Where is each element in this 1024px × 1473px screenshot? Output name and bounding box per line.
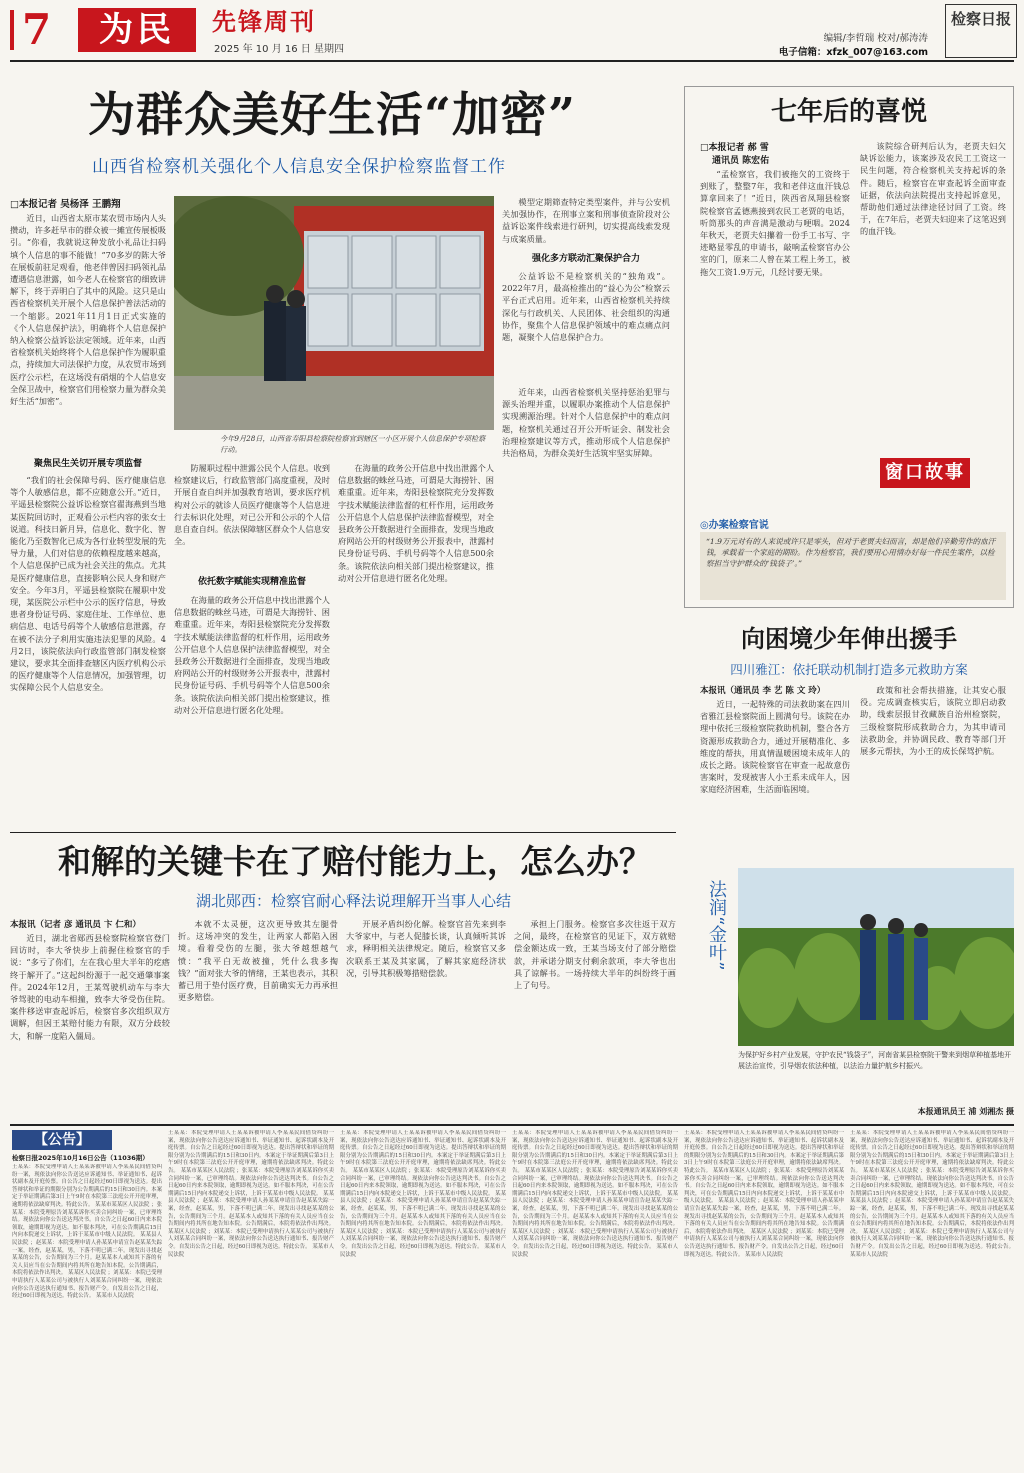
article1-photo-caption: 今年9月28日，山西省寿阳县检察院检察官到辖区一小区开展个人信息保护专项检察行动。 [220,434,486,454]
notice-col-1-text: 王某某：本院受理申请人王某某诉被申请人李某某民间借贷纠纷一案，现依法向你公告送达应诉通知书、举证通知书、起诉状副本及开庭传票。自公告之日起经过60日即视为送达。提出答辩状和举证的期限分别为公告期满后的15日和30日内。本案定于举证期满后第3日上午9时在本院第三法庭公开开庭审理，逾期将依法缺席判决。特此公告。 某某市某某区人民法院 ；张某某：本院受理原告刘某某诉你买卖合同纠纷一案，已审理终结。现依法向你公告送达判决书。自公告之日起60日内来本院领取，逾期即视为送达。如不服本判决，可在公告期满后15日内向本院递交上诉状，上诉于某某市中级人民法院。 某某县人民法院 ；赵某某：本院受理申请人孙某某申请宣告赵某某失踪一案，经查，赵某某，男，下落不明已满二年。现发出寻找赵某某的公告，公告期间为三个月。赵某某本人或知其下落的有关人员应当在公告期间内将其所在地告知本院。公告期满后，本院将依法作出判决。 某某区人民法院 ；刘某某：本院已受理申请执行人某某公司与被执行人刘某某合同纠纷一案，现依法向你公告送达执行通知书、报告财产令。自发出公告之日起，经过60日即视为送达。特此公告。 某某市人民法院 [12,1164,162,1300]
sidebar2-col2 [860,684,1006,862]
article2-subtitle: 湖北郧西：检察官耐心释法说理解开当事人心结 [196,892,512,910]
article1-photo [174,196,494,430]
page-number-rule [10,10,14,50]
article2-title: 和解的关键卡在了赔付能力上，怎么办？ [58,842,652,881]
article1-heading1: 聚焦民生关切开展专项监督 [33,459,142,469]
article1-col1b-text: “我们的社会保障号码、医疗健康信息等个人敏感信息，都不应随意公开。”近日，平遥县检察院公益诉讼检察官翟海燕到当地某医院回访时，正观看公示栏内容的张女士说道。科技日新月异，信息化、数字化、智能化乃至数智化已成为各行业转型发展的先导力量，人们对信息的依赖程度越来越高，个人信息保护已成为社会关注的焦点。尤其是医疗健康信息，直接影响公民人身和财产安全。今年3月，平遥县检察院在履职中发现，某医院公示栏中公示的医疗信息，导致患者身份证号码、家庭住址、工作单位、患病信息、电话号码等个人敏感信息泄露，存在被不法分子利用实施违法犯罪的风险。4月2日，该院依法向行政监管部门制发检察建议，要求其全面排查辖区内医疗机构公示的医疗健康等个人信息情况，加强管理，切实保障公民个人信息安全。 [10,475,166,693]
column-name: 先锋周刊 [212,7,316,36]
article1-heading3: 强化多方联动汇聚保护合力 [531,254,640,264]
article1-heading2: 依托数字赋能实现精准监督 [197,577,306,587]
sidebar1-title: 七年后的喜悦 [770,97,927,127]
sidebar2-photo-credit: 本报通讯员王 浦 刘湘杰 摄 [917,1107,1014,1116]
notice-col-2 [168,1130,334,1464]
sidebar2-col1-text: 近日，一起特殊的司法救助案在四川省雅江县检察院面上圆满句号。该院在办理中依托三级检察院救助机制，整合各方资源形成救助合力，通过开展精准化、多维度的帮扶，用真情温暖困境未成年人的成长之路。该院检察官在审查一起故意伤害案时，发现被害人小王系未成年人，因家庭经济困难，生活面临困境。 [700,699,850,795]
editors: 编辑/李哲瑞 校对/郝涛涛 [823,33,928,44]
article1-byline: □本报记者 吴杨泽 王鹏翔 [10,199,121,210]
article1-col4b-text: 近年来，山西省检察机关坚持惩治犯罪与源头治理并重，以履职办案推动个人信息保护实现溯源治理。针对个人信息保护中的难点问题，检察机关通过召开公开听证会、制发社会治理检察建议等方式，推动形成个人信息保护共治格局，为群众美好生活筑牢坚实屏障。 [502,387,670,459]
article2-col1 [10,932,170,1122]
notice-col-3-text: 王某某：本院受理申请人王某某诉被申请人李某某民间借贷纠纷一案，现依法向你公告送达应诉通知书、举证通知书、起诉状副本及开庭传票。自公告之日起经过60日即视为送达。提出答辩状和举证的期限分别为公告期满后的15日和30日内。本案定于举证期满后第3日上午9时在本院第三法庭公开开庭审理，逾期将依法缺席判决。特此公告。 某某市某某区人民法院 ；张某某：本院受理原告刘某某诉你买卖合同纠纷一案，已审理终结。现依法向你公告送达判决书。自公告之日起60日内来本院领取，逾期即视为送达。如不服本判决，可在公告期满后15日内向本院递交上诉状，上诉于某某市中级人民法院。 某某县人民法院 ；赵某某：本院受理申请人孙某某申请宣告赵某某失踪一案，经查，赵某某，男，下落不明已满二年。现发出寻找赵某某的公告，公告期间为三个月。赵某某本人或知其下落的有关人员应当在公告期间内将其所在地告知本院。公告期满后，本院将依法作出判决。 某某区人民法院 ；刘某某：本院已受理申请执行人某某公司与被执行人刘某某合同纠纷一案，现依法向你公告送达执行通知书、报告财产令。自发出公告之日起，经过60日即视为送达。特此公告。 某某市人民法院 [340,1130,506,1258]
article1-col4 [502,270,670,380]
article1-col2b [174,594,330,826]
article1-col4-top-text: 模型定期筛查特定类型案件，并与公安机关加强协作，在刑事立案和刑事侦查阶段对公益诉讼案件线索进行研判，切实提高线索发现与成案质量。 [502,197,670,244]
notice-label-text: 公告 [48,1132,76,1148]
article1-col2 [174,462,330,568]
notice-col-2-text: 王某某：本院受理申请人王某某诉被申请人李某某民间借贷纠纷一案，现依法向你公告送达应诉通知书、举证通知书、起诉状副本及开庭传票。自公告之日起经过60日即视为送达。提出答辩状和举证的期限分别为公告期满后的15日和30日内。本案定于举证期满后第3日上午9时在本院第三法庭公开开庭审理，逾期将依法缺席判决。特此公告。 某某市某某区人民法院 ；张某某：本院受理原告刘某某诉你买卖合同纠纷一案，已审理终结。现依法向你公告送达判决书。自公告之日起60日内来本院领取，逾期即视为送达。如不服本判决，可在公告期满后15日内向本院递交上诉状，上诉于某某市中级人民法院。 某某县人民法院 ；赵某某：本院受理申请人孙某某申请宣告赵某某失踪一案，经查，赵某某，男，下落不明已满二年。现发出寻找赵某某的公告，公告期间为三个月。赵某某本人或知其下落的有关人员应当在公告期间内将其所在地告知本院。公告期满后，本院将依法作出判决。 某某区人民法院 ；刘某某：本院已受理申请执行人某某公司与被执行人刘某某合同纠纷一案，现依法向你公告送达执行通知书、报告财产令。自发出公告之日起，经过60日即视为送达。特此公告。 某某市人民法院 [168,1130,334,1258]
article2-col3 [346,918,506,1122]
article2-col2-text: 本就不太灵便，这次更导致其左腿骨折。这场冲突的发生，让两家人都陷入困境。看着受伤的左腿，张大爷越想越气愤：“我平白无故被撞，凭什么我多掏钱？”面对张大爷的情绪，王某也表示，其积蓄已用于垫付医疗费，目前确实无力再承担更多赔偿。 [178,919,338,1003]
article1-subtitle: 山西省检察机关强化个人信息安全保护检察监督工作 [92,157,506,177]
sidebar1-col2-text: 该院综合研判后认为，老贾夫妇欠缺诉讼能力，该案涉及农民工工资这一民生问题，符合检察机关支持起诉的条件。随后，检察官在审查起诉全面审查证据，依法向法院提出支持起诉意见，帮助他们通过法律途径讨回了工资。终于，在7年后，老贾夫妇迎来了这笔迟到的血汗钱。 [860,141,1006,237]
sidebar1-byline-correspondent: 通讯员 陈宏佑 [712,156,770,166]
article1-col3-text: 在海量的政务公开信息中找出泄露个人信息数据的蛛丝马迹，可谓是大海捞针、困难重重。近年来，寿阳县检察院充分发挥数字技术赋能法律监督的杠杆作用，运用政务公开信息个人信息保护法律监督模型，对全县政务公开数据进行全面排查，发现当地政府网站公开的村级财务公开报表中，泄露村民身份证号码、手机号码等个人信息500余条。该院依法向相关部门提出检察建议，推动对公开信息进行匿名化处理。 [338,463,494,583]
page-number: 7 [22,5,52,54]
article1-col2b-text: 在海量的政务公开信息中找出泄露个人信息数据的蛛丝马迹，可谓是大海捞针、困难重重。近年来，寿阳县检察院充分发挥数字技术赋能法律监督的杠杆作用，运用政务公开信息个人信息保护法律监督模型，对全县政务公开数据进行全面排查，发现当地政府网站公开的村级财务公开报表中，泄露村民身份证号码、手机号码等个人信息500余条。该院依法向相关部门提出检察建议，推动对公开信息进行匿名化处理。 [174,595,330,715]
notice-col-4-text: 王某某：本院受理申请人王某某诉被申请人李某某民间借贷纠纷一案，现依法向你公告送达应诉通知书、举证通知书、起诉状副本及开庭传票。自公告之日起经过60日即视为送达。提出答辩状和举证的期限分别为公告期满后的15日和30日内。本案定于举证期满后第3日上午9时在本院第三法庭公开开庭审理，逾期将依法缺席判决。特此公告。 某某市某某区人民法院 ；张某某：本院受理原告刘某某诉你买卖合同纠纷一案，已审理终结。现依法向你公告送达判决书。自公告之日起60日内来本院领取，逾期即视为送达。如不服本判决，可在公告期满后15日内向本院递交上诉状，上诉于某某市中级人民法院。 某某县人民法院 ；赵某某：本院受理申请人孙某某申请宣告赵某某失踪一案，经查，赵某某，男，下落不明已满二年。现发出寻找赵某某的公告，公告期间为三个月。赵某某本人或知其下落的有关人员应当在公告期间内将其所在地告知本院。公告期满后，本院将依法作出判决。 某某区人民法院 ；刘某某：本院已受理申请执行人某某公司与被执行人刘某某合同纠纷一案，现依法向你公告送达执行通知书、报告财产令。自发出公告之日起，经过60日即视为送达。特此公告。 某某市人民法院 [512,1130,678,1258]
notice-col-5-text: 王某某：本院受理申请人王某某诉被申请人李某某民间借贷纠纷一案，现依法向你公告送达应诉通知书、举证通知书、起诉状副本及开庭传票。自公告之日起经过60日即视为送达。提出答辩状和举证的期限分别为公告期满后的15日和30日内。本案定于举证期满后第3日上午9时在本院第三法庭公开开庭审理，逾期将依法缺席判决。特此公告。 某某市某某区人民法院 ；张某某：本院受理原告刘某某诉你买卖合同纠纷一案，已审理终结。现依法向你公告送达判决书。自公告之日起60日内来本院领取，逾期即视为送达。如不服本判决，可在公告期满后15日内向本院递交上诉状，上诉于某某市中级人民法院。 某某县人民法院 ；赵某某：本院受理申请人孙某某申请宣告赵某某失踪一案，经查，赵某某，男，下落不明已满二年。现发出寻找赵某某的公告，公告期间为三个月。赵某某本人或知其下落的有关人员应当在公告期间内将其所在地告知本院。公告期满后，本院将依法作出判决。 某某区人民法院 ；刘某某：本院已受理申请执行人某某公司与被执行人刘某某合同纠纷一案，现依法向你公告送达执行通知书、报告财产令。自发出公告之日起，经过60日即视为送达。特此公告。 某某市人民法院 [684,1130,844,1258]
column-logo: 窗口故事 [880,458,970,488]
notice-col-4 [512,1130,678,1464]
notice-issue-line: 检察日报2025年10月16日公告（11036期） [12,1154,149,1162]
article1-col4b [502,386,670,826]
sidebar2-photo [738,868,1014,1046]
article1-col4-text: 公益诉讼不是检察机关的“独角戏”。2022年7月，最高检推出的“益心为公”检察云平台正式启用。近年来，山西省检察机关持续深化与行政机关、人民团体、社会组织的沟通协作，聚焦个人信息保护领域中的难点痛点问题，凝聚个人信息保护合力。 [502,271,670,343]
article1-bottom-rule [10,832,676,833]
article1-col1 [10,212,166,450]
article2-col3-text: 开展矛盾纠纷化解。检察官首先来到李大爷家中，与老人促膝长谈，认真倾听其诉求，释明相关法律规定。随后，检察官又多次联系王某及其家属，了解其家庭经济状况，引导其积极筹措赔偿款。 [346,919,506,978]
sidebar2-subtitle: 四川雅江：依托联动机制打造多元救助方案 [730,662,968,677]
notice-label: 【公告】 [12,1130,112,1150]
issue-date: 2025 年 10 月 16 日 星期四 [214,44,344,55]
sidebar2-photo-caption: 为保护好乡村产业发展，守护农民“钱袋子”，河南省某县检察院干警来到烟草种植基地开展法治宣传，引导烟农依法种植，以法治力量护航乡村振兴。 [738,1051,1012,1070]
notice-top-rule [10,1124,1014,1126]
sidebar1-byline-reporter: □本报记者 郝 雪 [700,143,769,153]
opinion-label: ◎办案检察官说 [700,520,769,531]
article2-col4 [514,918,676,1122]
sidebar2-col1 [700,698,850,862]
article1-col1-text: 近日，山西省太原市某农贸市场内人头攒动，许多赶早市的群众被一摊宣传展板吸引。“你看，我就说这种发放小礼品让扫码填个人信息的事不能做！”70多岁的陈大爷在展板前驻足观看，他老伴曾因扫码领礼品遭遇信息泄露，如今老人在检察官的细致讲解下，终于弄明白了其中的风险。这只是山西省检察机关开展个人信息保护普法活动的一个缩影。2021年11月1日正式实施的《个人信息保护法》，明确将个人信息保护纳入检察公益诉讼法定领域。近年来，山西省检察机关始终将个人信息保护作为履职重点，持续加大司法保护力度，从农贸市场到医疗公示栏，在这场没有硝烟的个人信息安全保卫战中，检察官们用检察力量为群众美好生活“加密”。 [10,213,166,407]
sidebar1-col1 [700,168,850,508]
opinion-box [700,532,1006,600]
article1-col4-top [502,196,670,246]
sidebar2-photo-label: 法润“金叶” [706,880,727,971]
article1-title: 为群众美好生活“加密” [88,88,577,143]
article2-byline: 本报讯（记者 彦 通讯员 卞 仁和） [10,920,141,930]
section-name: 为民 [78,8,196,52]
notice-col-3 [340,1130,506,1464]
sidebar1-col1-text: “孟检察官，我们被拖欠的工资终于到账了，整整7年，我和老伴这血汗钱总算拿回来了！”近日，陕西省凤翔县检察院检察官孟德燕接到农民工老贾的电话，听筒那头的声音满是激动与哽咽。2024年秋天，老贾夫妇攥着一份手工书写、字迹略显零乱的申请书，敲响孟检察官办公室的门，原来二人曾在某工程上务工，被拖欠工资1.9万元，几经讨要无果。 [700,169,850,277]
noticeboard-scene [174,196,494,430]
opinion-text: “1.9万元对有的人来说或许只是零头，但对于老贾夫妇而言，却是他们辛勤劳作的血汗钱，承载着一个家庭的期盼。作为检察官，我们要用心用情办好每一件民生案件，以检察担当守护群众的‘钱袋子’。” [706,537,996,568]
header-rule [10,60,1014,62]
page-header [0,0,1024,64]
article2-col2 [178,918,338,1122]
notice-col-6 [850,1130,1014,1464]
sidebar2-byline: 本报讯（通讯员 李 艺 陈 文 玲） [700,686,826,696]
sidebar2-title: 向困境少年伸出援手 [741,624,957,653]
article2-col1-text: 近日，湖北省郧西县检察院检察官登门回访时，李大爷快步上前握住检察官的手说：“多亏了你们，左在我心里大半年的疙瘩终于解开了。”这起纠纷源于一起交通肇事案件。2024年12月，王某驾驶机动车与李大爷驾驶的电动车相撞，致李大爷受伤住院。案件移送审查起诉后，检察官多次组织双方调解，但因王某赔付能力有限，双方分歧较大，和解一度陷入僵局。 [10,933,170,1041]
sidebar2-col2-text: 政策和社会帮扶措施，让其安心服役。完成调查核实后，该院立即启动救助，线索层报甘孜藏族自治州检察院，三级检察院形成救助合力，为其申请司法救助金，并协调民政、教育等部门开展多元帮扶，为小王的成长保驾护航。 [860,685,1006,757]
newspaper-logo: 检察日报 [945,4,1017,58]
notice-col-1 [12,1164,162,1464]
article2-col4-text: 承担上门服务。检察官多次往返于双方之间，最终，在检察官的见证下，双方就赔偿金额达成一致，王某当场支付了部分赔偿款，并承诺分期支付剩余款项，李大爷也出具了谅解书。一场持续大半年的纠纷终于画上了句号。 [514,919,676,991]
article1-col1b [10,474,166,826]
notice-col-5 [684,1130,844,1464]
notice-col-6-text: 王某某：本院受理申请人王某某诉被申请人李某某民间借贷纠纷一案，现依法向你公告送达应诉通知书、举证通知书、起诉状副本及开庭传票。自公告之日起经过60日即视为送达。提出答辩状和举证的期限分别为公告期满后的15日和30日内。本案定于举证期满后第3日上午9时在本院第三法庭公开开庭审理，逾期将依法缺席判决。特此公告。 某某市某某区人民法院 ；张某某：本院受理原告刘某某诉你买卖合同纠纷一案，已审理终结。现依法向你公告送达判决书。自公告之日起60日内来本院领取，逾期即视为送达。如不服本判决，可在公告期满后15日内向本院递交上诉状，上诉于某某市中级人民法院。 某某县人民法院 ；赵某某：本院受理申请人孙某某申请宣告赵某某失踪一案，经查，赵某某，男，下落不明已满二年。现发出寻找赵某某的公告，公告期间为三个月。赵某某本人或知其下落的有关人员应当在公告期间内将其所在地告知本院。公告期满后，本院将依法作出判决。 某某区人民法院 ；刘某某：本院已受理申请执行人某某公司与被执行人刘某某合同纠纷一案，现依法向你公告送达执行通知书、报告财产令。自发出公告之日起，经过60日即视为送达。特此公告。 某某市人民法院 [850,1130,1014,1258]
email: 电子信箱：xfzk_007@163.com [778,47,928,58]
tobacco-field-scene [738,868,1014,1046]
article1-col2-text: 防履职过程中泄露公民个人信息。收到检察建议后，行政监管部门高度重视，及时开展自查自纠并加强教育培训，要求医疗机构对公示的就诊人员医疗健康等个人信息进行去标识化处理，对已公开和公示的个人信息自查自纠。依法保障辖区群众个人信息安全。 [174,463,330,547]
article1-col3 [338,462,494,826]
sidebar1-col2 [860,140,1006,438]
